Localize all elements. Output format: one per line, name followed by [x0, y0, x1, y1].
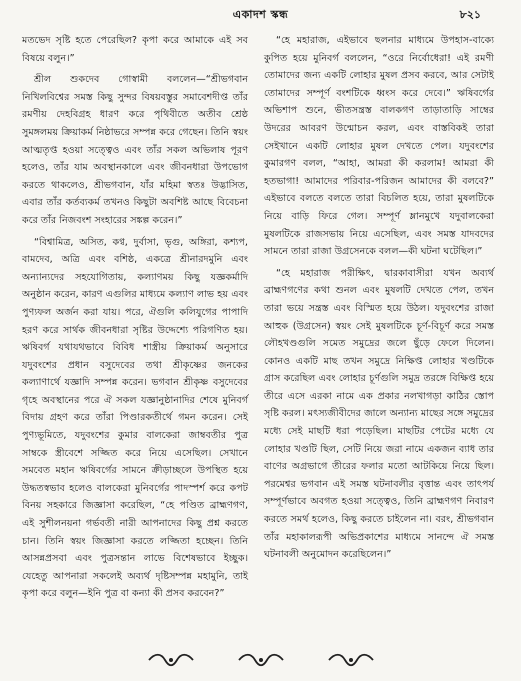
- ornament-icon: [145, 652, 197, 668]
- paragraph: “বিশ্বামিত্র, অসিত, কণ্ব, দুর্বাসা, ভৃগু, অঙ্গিরা, কশ্যপ, বামদেব, অত্রি এবং বশিষ্ঠ, একত্রে শ্রীনারদমুনি এবং অন্যান্যদের সহযোগিতায়, কল্যাণময় কিছু যজ্ঞকর্মাদি অনুষ্ঠান করেন, কারণ এগুলির মাধ্যমে কল্যাণ লাভ হয় এবং পুণ্যফল অর্জন করা যায়। পরে, ঐগুলি কলিযুগের পাপাদি হরণ করে সার্থক জীবনধারা সৃষ্টির উদ্দেশ্যে পরিগণিত হয়। ঋষিবর্গ যথাযথভাবে বিবিধ শাস্ত্রীয় ক্রিয়াকর্ম অনুসারে যদুবংশের প্রধান বসুদেবের তথা শ্রীকৃষ্ণের জনকের কল্যাণার্থে যজ্ঞাদি সম্পন্ন করেন। ভগবান শ্রীকৃষ্ণ বসুদেবের গৃহে অবস্থানের পরে ঐ সকল যজ্ঞানুষ্ঠানাদির শেষে মুনিবর্গ বিদায় গ্রহণ করে তাঁরা পিণ্ডারকতীর্থে গমন করেন। সেই পুণ্যভূমিতে, যদুবংশের কুমার বালকেরা জাম্ববতীর পুত্র সাম্বকে স্ত্রীবেশে সজ্জিত করে নিয়ে এসেছিল। সেখানে সমবেত মহান ঋষিবর্গের সামনে ক্রীড়াচ্ছলে উপস্থিত হয়ে উদ্ধতস্বভাব হলেও বালকেরা মুনিবর্গের পাদস্পর্শ করে কপট বিনয় সহকারে জিজ্ঞাসা করেছিল, “হে পণ্ডিত ব্রাহ্মণগণ, এই সুশীলনয়না গর্ভবতী নারী আপনাদের কিছু প্রশ্ন করতে চান। তিনি স্বয়ং জিজ্ঞাসা করতে লজ্জিতা হচ্ছেন। তিনি আসন্নপ্রসবা এবং পুত্রসন্তান লাভে বিশেষভাবে ইচ্ছুক। যেহেতু আপনারা সকলেই অব্যর্থ দৃষ্টিসম্পন্ন মহামুনি, তাই কৃপা করে বলুন—ইনি পুত্র বা কন্যা কী প্রসব করবেন?”: [22, 236, 248, 600]
- ornament-icon: [325, 652, 377, 668]
- right-text-column: [264, 32, 494, 568]
- paragraph: “হে মহারাজ পরীক্ষিৎ, দ্বারকাবাসীরা যখন অব্যর্থ ব্রাহ্মণগণের কথা শুনল এবং মুষলটি দেখতে পেল, তখন তারা ভয়ে সন্ত্রস্ত এবং বিস্মিত হয়ে উঠল। যদুবংশের রাজা আহুক (উগ্রসেন) স্বয়ং সেই মুষলটিকে চূর্ণ-বিচূর্ণ করে সমস্ত লৌহখণ্ডগুলি সমেত সমুদ্রের জলে ছুঁড়ে ফেলে দিলেন। কোনও একটি মাছ তখন সমুদ্রে নিক্ষিপ্ত লোহার খণ্ডটিকে গ্রাস করেছিল এবং লোহার চূর্ণগুলি সমুদ্র তরঙ্গে বিক্ষিপ্ত হয়ে তীরে এসে এরকা নামে এক প্রকার নলখাগড়া কাঠির স্তোপ সৃষ্টি করল। মৎস্যজীবীদের জালে অন্যান্য মাছের সঙ্গে সমুদ্রের মধ্যে সেই মাছটি ধরা পড়েছিল। মাছটির পেটের মধ্যে যে লোহার খণ্ডটি ছিল, সেটি নিয়ে জরা নামে একজন ব্যাধ তার বাণের অগ্রভাগে তীরের ফলার মতো আটকিয়ে নিয়ে ছিল। পরমেশ্বর ভগবান এই সমস্ত ঘটনাবলীর বৃত্তান্ত এবং তাৎপর্য সম্পূর্ণভাবে অবগত হওয়া সত্ত্বেও, তিনি ব্রাহ্মণগণ নিবারণ করতে সমর্থ হলেও, কিছু করতে চাইলেন না। বরং, শ্রীভগবান তাঁর মহাকালরূপী অভিপ্রকাশের মাধ্যমে সানন্দে ঐ সমস্ত ঘটনাবলী অনুমোদন করেছিলেন।”: [264, 267, 494, 561]
- footer-ornaments: [0, 652, 521, 672]
- page-number: ৮২১: [459, 8, 481, 21]
- left-text-column: [22, 32, 248, 607]
- running-header: [40, 6, 481, 24]
- paragraph: মতভেদ সৃষ্টি হতে পেরেছিল? কৃপা করে আমাকে এই সব বিষয়ে বলুন।”: [22, 35, 248, 64]
- paragraph: শ্রীল শুকদেব গোস্বামী বললেন—“শ্রীভগবান নিখিলবিশ্বের সমস্ত কিছু সুন্দর বিষয়বস্তুর সমাবেশদীপ্ত তাঁর রমণীয় দেহবিগ্রহ ধারণ করে পৃথিবীতে অতীব শ্রেষ্ঠ সুমঙ্গলময় ক্রিয়াকর্ম নিষ্ঠাভরে সম্পন্ন করে গেছেন। তিনি স্বয়ং আত্মতৃপ্ত হওয়া সত্ত্বেও এবং তাঁর সকল অভিলাষ পূরণ হলেও, তাঁর যাম অবস্থানকালে এবং জীবনধারা উপভোগ করতে থাকলেও, শ্রীভগবান, যাঁর মহিমা স্বতঃ উদ্ভাসিত, এবার তাঁর কর্তব্যকর্ম তখনও কিছুটা অবশিষ্ট আছে বিবেচনা করে তাঁর নিজবংশ সংহারের সঙ্কল্প করেন।”: [22, 74, 248, 226]
- chapter-title: একাদশ স্কন্ধ: [232, 8, 289, 21]
- paragraph: “হে মহারাজ, এইভাবে ছলনার মাধ্যমে উপহাস-বাক্যে কুপিত হয়ে মুনিবর্গ বললেন, “ওরে নির্বোধেরা! এই রমণী তোমাদের জন্য একটি লোহার মুষল প্রসব করবে, আর সেটাই তোমাদের সম্পূর্ণ বংশটিকে ধ্বংস করে দেবে।” ঋষিবর্গের অভিশাপ শুনে, ভীতসন্ত্রস্ত বালকগণ তাড়াতাড়ি সাম্বের উদরের আবরণ উন্মোচন করল, এবং বাস্তবিকই তারা সেইখানে একটি লোহার মুষল দেখতে পেল। যদুবংশের কুমারগণ বলল, “আহা, আমরা কী করলাম! আমরা কী হতভাগা! আমাদের পরিবার-পরিজন আমাদের কী বলবে?” এইভাবে বলতে বলতে তারা বিচলিত হয়ে, তারা মুষলটিকে নিয়ে বাড়ি ফিরে গেল। সম্পূর্ণ ম্লানমুখে যদুবালকেরা মুষলটিকে রাজসভায় নিয়ে এসেছিল, এবং সমস্ত যাদবদের সামনে তারা রাজা উগ্রসেনকে বলল—কী ঘটনা ঘটেছিল।”: [264, 35, 494, 258]
- ornament-icon: [235, 652, 287, 668]
